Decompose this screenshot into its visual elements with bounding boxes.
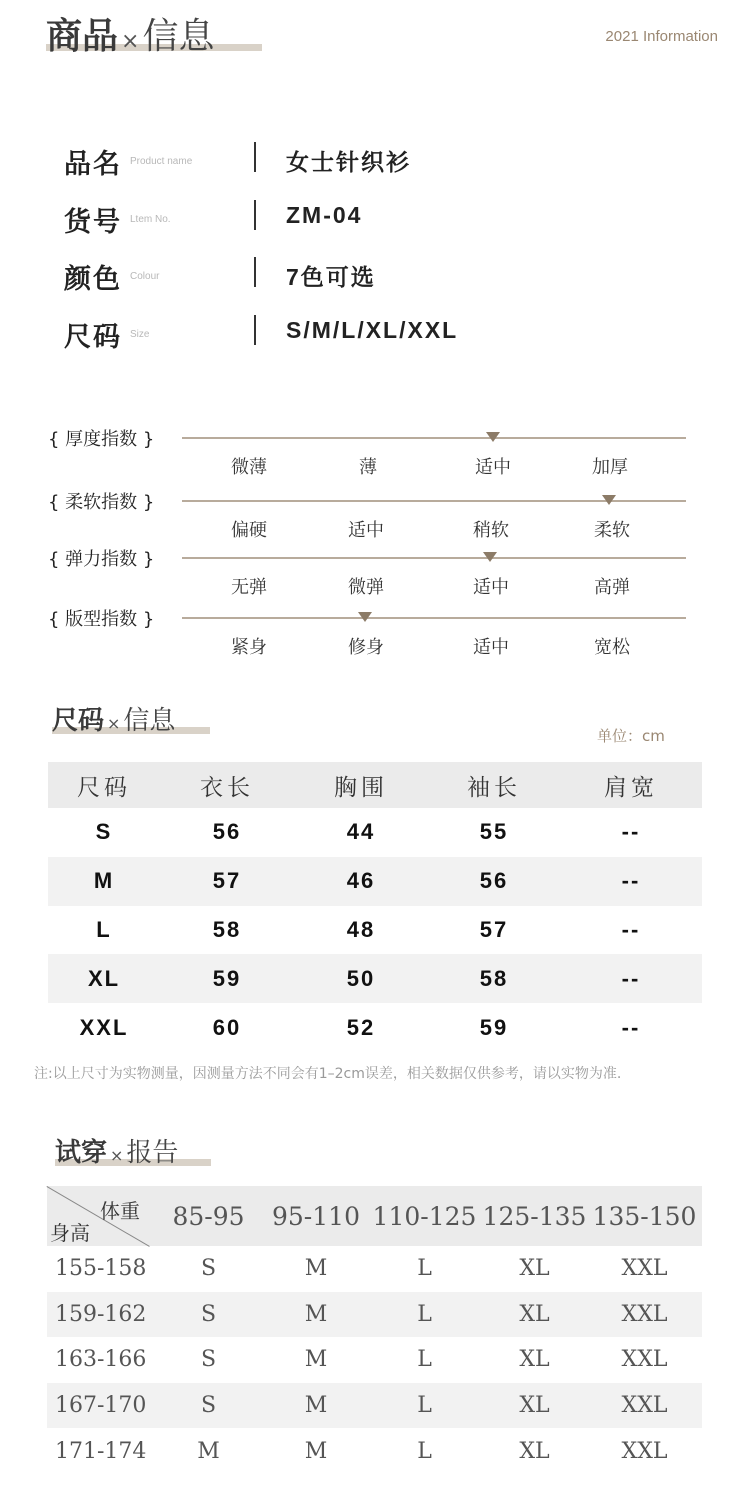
scale-option: 修身: [348, 637, 384, 658]
softness-index: [48, 488, 698, 548]
scale-marker: [602, 495, 616, 505]
row-header: 167-170: [55, 1393, 147, 1419]
table-cell: 58: [479, 965, 509, 991]
header-cross: ×: [107, 714, 121, 733]
column-header: 135-150: [592, 1201, 697, 1231]
table-cell: L: [417, 1256, 432, 1282]
table-cell: 48: [346, 916, 376, 942]
row-sublabel: Size: [130, 329, 150, 340]
table-cell: XL: [519, 1301, 550, 1327]
row-sublabel: Colour: [130, 271, 160, 282]
scale-option: 加厚: [592, 457, 628, 478]
table-cell: 57: [212, 868, 242, 894]
scale-option: 薄: [359, 457, 377, 478]
row-label: 尺码: [64, 322, 122, 353]
table-cell: L: [96, 916, 112, 942]
table-cell: XXL: [621, 1347, 668, 1373]
scale-label: { 厚度指数 }: [48, 429, 155, 450]
table-cell: M: [304, 1347, 328, 1373]
column-header: 衣长: [200, 773, 254, 800]
measurement-note: 注:以上尺寸为实物测量，因测量方法不同会有1–2cm误差，相关数据仅供参考，请以实物为准.: [34, 1066, 622, 1082]
table-cell: S: [200, 1301, 217, 1327]
scale-option: 适中: [475, 457, 511, 478]
table-row: [47, 1292, 702, 1338]
table-cell: XXL: [621, 1438, 668, 1464]
scale-option: 柔软: [594, 520, 630, 541]
table-cell: XL: [87, 965, 121, 991]
scale-track: [182, 617, 686, 619]
unit-label: 单位：cm: [597, 727, 665, 745]
row-label: 颜色: [64, 264, 122, 295]
table-cell: S: [200, 1393, 217, 1419]
table-cell: 59: [212, 965, 242, 991]
column-header: 袖长: [467, 773, 521, 800]
header-cross: ×: [110, 1146, 124, 1165]
row-header: 163-166: [55, 1347, 147, 1373]
size-table-header: [48, 762, 702, 808]
table-row: [47, 1246, 702, 1292]
scale-option: 微弹: [348, 577, 384, 598]
diagonal-header: [47, 1186, 152, 1246]
size-table: [48, 762, 702, 1052]
fit-index: [48, 605, 698, 665]
table-cell: --: [621, 1014, 641, 1040]
table-row: [47, 1337, 702, 1383]
scale-option: 适中: [348, 520, 384, 541]
table-cell: 56: [479, 868, 509, 894]
table-cell: --: [621, 965, 641, 991]
table-cell: 57: [479, 916, 509, 942]
header-bold-text: 试穿: [55, 1138, 108, 1168]
table-cell: 50: [346, 965, 376, 991]
scale-option: 紧身: [231, 637, 267, 658]
scale-option: 宽松: [594, 637, 630, 658]
table-cell: M: [93, 868, 115, 894]
header-light-text: 信息: [142, 16, 215, 57]
row-value: ZM-04: [286, 202, 363, 228]
fitting-table: [47, 1186, 702, 1474]
table-cell: XL: [519, 1393, 550, 1419]
row-sublabel: Product name: [130, 156, 193, 167]
table-cell: S: [200, 1347, 217, 1373]
scale-track: [182, 437, 686, 439]
header-bold-text: 商品: [46, 16, 119, 57]
header-light-text: 报告: [126, 1138, 179, 1168]
table-cell: M: [304, 1256, 328, 1282]
row-value: 女士针织衫: [286, 149, 411, 175]
header-cross: ×: [121, 29, 140, 54]
item-no-row: [64, 200, 664, 240]
table-cell: --: [621, 819, 641, 845]
table-cell: 44: [346, 819, 376, 845]
table-row: [48, 808, 702, 857]
table-cell: --: [621, 916, 641, 942]
table-cell: M: [197, 1438, 220, 1464]
table-cell: 56: [212, 819, 242, 845]
table-cell: L: [417, 1347, 432, 1373]
table-cell: XXL: [621, 1393, 668, 1419]
fitting-report-header: [55, 1132, 178, 1168]
fitting-table-header: [47, 1186, 702, 1246]
colour-row: [64, 257, 664, 297]
scale-option: 微薄: [231, 457, 267, 478]
scale-option: 无弹: [231, 577, 267, 598]
column-header: 125-135: [482, 1201, 587, 1231]
table-cell: 46: [346, 868, 376, 894]
table-cell: M: [304, 1438, 328, 1464]
table-row: [48, 906, 702, 955]
table-row: [48, 857, 702, 906]
row-value: S/M/L/XL/XXL: [286, 317, 459, 343]
corner-cell: [47, 1186, 152, 1246]
table-row: [48, 954, 702, 1003]
scale-option: 适中: [473, 577, 509, 598]
row-sublabel: Ltem No.: [130, 214, 171, 225]
row-header: 171-174: [55, 1438, 147, 1464]
row-separator: [254, 315, 256, 345]
product-name-row: [64, 142, 664, 182]
table-cell: S: [200, 1256, 217, 1282]
table-cell: S: [95, 819, 113, 845]
row-separator: [254, 257, 256, 287]
header-bold-text: 尺码: [52, 706, 105, 736]
table-cell: XXL: [621, 1301, 668, 1327]
row-separator: [254, 200, 256, 230]
table-cell: 55: [479, 819, 509, 845]
scale-marker: [483, 552, 497, 562]
scale-label: { 版型指数 }: [48, 609, 155, 630]
scale-marker: [358, 612, 372, 622]
table-cell: 52: [346, 1014, 376, 1040]
column-header: 尺码: [77, 773, 131, 800]
weight-label: 体重: [100, 1199, 140, 1223]
table-row: [48, 1003, 702, 1052]
table-row: [47, 1383, 702, 1429]
column-header: 胸围: [334, 773, 388, 800]
scale-track: [182, 557, 686, 559]
table-cell: L: [417, 1301, 432, 1327]
scale-option: 高弹: [594, 577, 630, 598]
row-value: 7色可选: [286, 264, 376, 290]
header-light-text: 信息: [123, 706, 176, 736]
scale-label: { 弹力指数 }: [48, 549, 155, 570]
scale-option: 稍软: [473, 520, 509, 541]
row-separator: [254, 142, 256, 172]
elasticity-index: [48, 545, 698, 605]
table-cell: XL: [519, 1256, 550, 1282]
table-cell: L: [417, 1393, 432, 1419]
table-cell: XL: [519, 1438, 550, 1464]
table-cell: 58: [212, 916, 242, 942]
height-label: 身高: [50, 1221, 90, 1245]
row-label: 货号: [64, 207, 122, 238]
scale-marker: [486, 432, 500, 442]
row-header: 159-162: [55, 1301, 147, 1327]
row-header: 155-158: [55, 1256, 147, 1282]
table-cell: XXL: [621, 1256, 668, 1282]
table-cell: M: [304, 1393, 328, 1419]
size-info-header: [52, 700, 175, 736]
product-info-header: [46, 8, 215, 57]
table-cell: XL: [519, 1347, 550, 1373]
table-cell: M: [304, 1301, 328, 1327]
thickness-index: [48, 425, 698, 485]
column-header: 肩宽: [604, 773, 658, 800]
table-cell: 60: [212, 1014, 242, 1040]
size-row: [64, 315, 664, 355]
scale-label: { 柔软指数 }: [48, 492, 155, 513]
table-cell: L: [417, 1438, 432, 1464]
scale-option: 适中: [473, 637, 509, 658]
row-label: 品名: [64, 149, 122, 180]
table-cell: 59: [479, 1014, 509, 1040]
table-cell: XXL: [79, 1014, 129, 1040]
column-header: 95-110: [272, 1201, 360, 1231]
column-header: 85-95: [172, 1201, 245, 1231]
scale-option: 偏硬: [231, 520, 267, 541]
table-cell: --: [621, 868, 641, 894]
year-info: 2021 Information: [605, 28, 718, 45]
column-header: 110-125: [372, 1201, 477, 1231]
table-row: [47, 1428, 702, 1474]
